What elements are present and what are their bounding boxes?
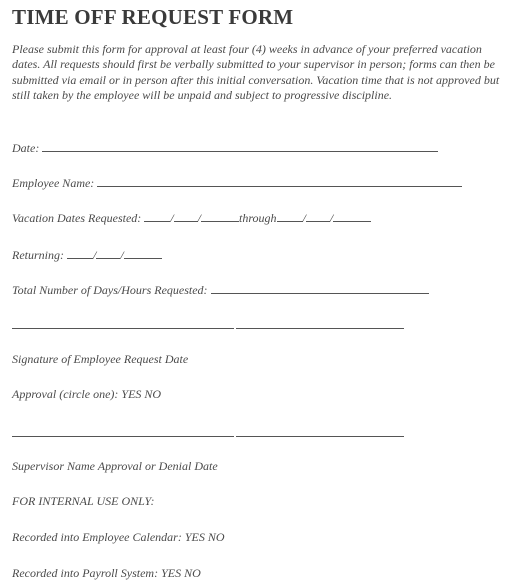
date-separator: / <box>329 211 334 225</box>
vacation-end-year-field[interactable] <box>333 209 371 222</box>
returning-row <box>12 246 162 263</box>
total-days-row <box>12 281 429 298</box>
calendar-recorded-label: Recorded into Employee Calendar: YES NO <box>12 530 225 544</box>
employee-name-field[interactable] <box>97 174 462 187</box>
returning-label: Returning: <box>12 248 64 262</box>
vacation-start-year-field[interactable] <box>201 209 239 222</box>
approval-label: Approval (circle one): YES NO <box>12 387 162 401</box>
date-row <box>12 139 438 156</box>
form-instructions: Please submit this form for approval at least four (4) weeks in advance of your preferred vacation dates. All requests should first be verbally submitted to your supervisor in person; forms can then be submitted via email or in person after this initial conversation. Vacation time that is not approved but still taken by the employee will be unpaid and subject to progressive discipline. <box>12 42 500 102</box>
payroll-recorded-label: Recorded into Payroll System: YES NO <box>12 566 201 580</box>
signature-caption: Signature of Employee Request Date <box>12 352 189 366</box>
vacation-start-day-field[interactable] <box>174 209 198 222</box>
total-days-field[interactable] <box>211 281 429 294</box>
employee-request-date-field[interactable] <box>236 316 404 329</box>
date-separator: / <box>120 248 124 262</box>
vacation-dates-row <box>12 209 371 226</box>
total-days-label: Total Number of Days/Hours Requested: <box>12 283 208 297</box>
form-title: TIME OFF REQUEST FORM <box>12 5 294 29</box>
supervisor-caption: Supervisor Name Approval or Denial Date <box>12 459 218 473</box>
returning-day-field[interactable] <box>96 246 120 259</box>
date-separator: / <box>93 248 97 262</box>
vacation-end-month-field[interactable] <box>277 209 303 222</box>
vacation-end-day-field[interactable] <box>306 209 330 222</box>
employee-name-row <box>12 174 462 191</box>
through-label: through <box>239 211 277 225</box>
date-separator: / <box>197 211 201 225</box>
vacation-dates-label: Vacation Dates Requested: <box>12 211 142 225</box>
vacation-start-month-field[interactable] <box>144 209 170 222</box>
employee-signature-field[interactable] <box>12 316 234 329</box>
date-separator: / <box>302 211 306 225</box>
returning-year-field[interactable] <box>124 246 162 259</box>
date-field[interactable] <box>42 139 438 152</box>
returning-month-field[interactable] <box>67 246 93 259</box>
date-separator: / <box>170 211 174 225</box>
internal-use-label: FOR INTERNAL USE ONLY: <box>12 494 155 508</box>
date-label: Date: <box>12 141 40 155</box>
employee-name-label: Employee Name: <box>12 176 95 190</box>
supervisor-name-field[interactable] <box>12 424 234 437</box>
approval-denial-date-field[interactable] <box>236 424 404 437</box>
